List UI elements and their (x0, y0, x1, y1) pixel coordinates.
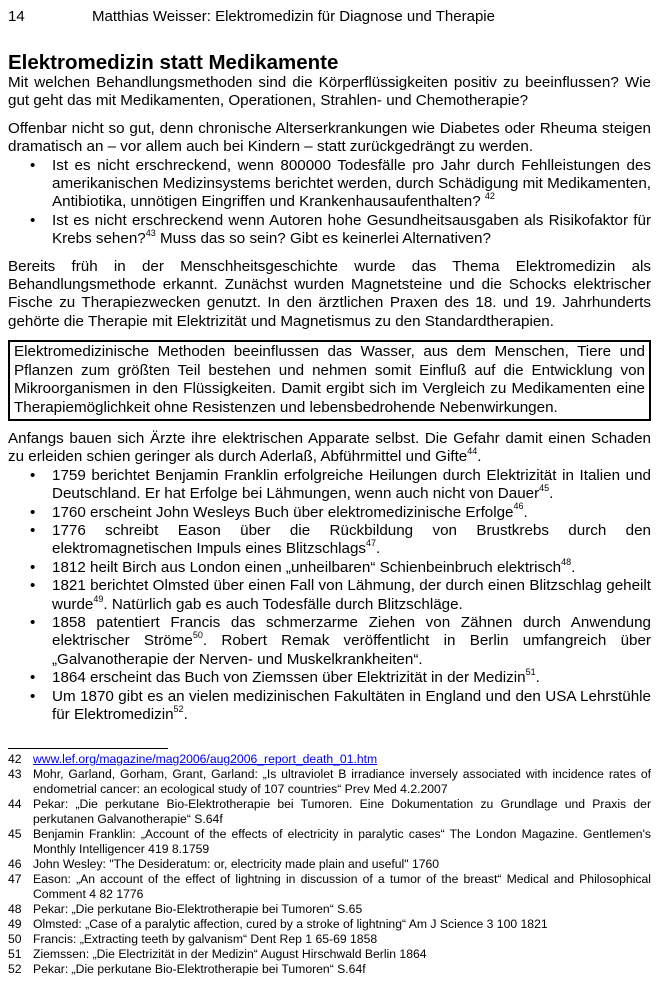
list-item-text-end: . (183, 706, 188, 723)
footnote-number: 48 (8, 902, 22, 916)
footnote-item (8, 827, 651, 857)
bullet-list-2 (8, 467, 651, 725)
footnote-ref[interactable]: 52 (173, 703, 184, 714)
footnote-number: 44 (8, 797, 22, 811)
footnote-number: 52 (8, 962, 22, 976)
footnote-ref[interactable]: 43 (145, 228, 156, 239)
footnote-item (8, 947, 651, 962)
footnotes (8, 752, 651, 977)
footnote-item (8, 752, 651, 767)
list-item (8, 614, 651, 669)
list-item-text-end: Muss das so sein? Gibt es keinerlei Alternativen? (155, 230, 491, 248)
footnote-text: Eason: „An account of the effect of lightning in discussion of a tumor of the breast“ Medical and Philosophical Comment 4 82 1776 (33, 872, 651, 901)
list-item-text-end: . (535, 669, 540, 687)
list-item (8, 501, 651, 522)
list-item-text-end: . Natürlich gab es auch Todesfälle durch Blitzschläge. (103, 595, 463, 613)
list-item-text-end: . (523, 503, 528, 521)
footnote-item (8, 797, 651, 827)
bullet-icon: • (30, 521, 36, 539)
list-item-text-end: . (376, 540, 381, 558)
list-item-text: 1821 berichtet Olmsted über einen Fall von Lähmung, der durch einen Blitzschlag geheilt wurde (52, 577, 651, 613)
list-item-text-end: . (571, 558, 576, 576)
footnote-item (8, 917, 651, 932)
footnote-ref[interactable]: 44 (467, 446, 478, 457)
bullet-icon: • (30, 613, 36, 631)
footnote-number: 51 (8, 947, 22, 961)
footnote-number: 46 (8, 857, 22, 871)
section-title: Elektromedizin statt Medikamente (8, 51, 339, 74)
list-item-text: 1858 patentiert Francis das schmerzarme Ziehen von Zähnen durch Anwendung elektrischer Ströme (52, 613, 651, 650)
paragraph-2: Offenbar nicht so gut, denn chronische Alterserkrankungen wie Diabetes oder Rheuma steigen dramatisch an – vor allem auch bei Kindern – statt zurückgedrängt zu werden. (8, 119, 651, 156)
bullet-icon: • (30, 687, 36, 705)
list-item (8, 556, 651, 577)
list-item (8, 212, 651, 249)
list-item-text: Um 1870 gibt es an vielen medizinischen Fakultäten in England und den USA Lehrstühle für Elektromedizin (52, 687, 651, 723)
footnote-text: Pekar: „Die perkutane Bio-Elektrotherapie bei Tumoren“ S.65 (33, 902, 363, 916)
paragraph-1: Mit welchen Behandlungsmethoden sind die Körperflüssigkeiten positiv zu beeinflussen? Wie gut geht das mit Medikamenten, Operationen, Strahlen- und Chemotherapie? (8, 74, 651, 110)
paragraph-4 (8, 430, 651, 467)
bullet-icon: • (30, 211, 36, 229)
footnote-text: Pekar: „Die perkutane Bio-Elektrotherapie bei Tumoren“ S.64f (33, 962, 366, 976)
body-text (8, 74, 651, 733)
list-item (8, 157, 651, 212)
footnote-ref[interactable]: 47 (366, 538, 377, 549)
bullet-icon: • (30, 466, 36, 484)
footnote-text: Benjamin Franklin: „Account of the effects of electricity in paralytic cases“ The London Magazine. Gentlemen's Monthly Intelligencer 419 8.1759 (33, 827, 651, 856)
bullet-icon: • (30, 558, 36, 576)
list-item-text: Ist es nicht erschreckend, wenn 800000 Todesfälle pro Jahr durch Fehlleistungen des amerikanischen Medizinsystems berichtet werden, durch Schädigung mit Medikamenten, Antibiotika, unnötigen Eingriffen und Krankenhausaufenthalten? (52, 156, 651, 211)
list-item-text: 1776 schreibt Eason über die Rückbildung von Brustkrebs durch den elektromagnetischen Impuls eines Blitzschlags (52, 521, 651, 558)
footnote-item (8, 857, 651, 872)
paragraph-4-text: Anfangs bauen sich Ärzte ihre elektrischen Apparate selbst. Die Gefahr damit einen Schaden zu erleiden schien geringer als durch Aderlaß, Abführmittel und Gifte (8, 429, 651, 466)
bullet-icon: • (30, 669, 36, 687)
list-item-text: 1759 berichtet Benjamin Franklin erfolgreiche Heilungen durch Elektrizität in Italien und Deutschland. Er hat Erfolge bei Lähmungen, wenn auch nicht von Dauer (52, 466, 651, 503)
list-item (8, 688, 651, 725)
list-item-text-end: . (549, 485, 554, 503)
footnote-ref[interactable]: 50 (192, 630, 203, 641)
list-item-text: 1812 heilt Birch aus London einen „unheilbaren“ Schienbeinbruch elektrisch (52, 558, 562, 576)
footnote-number: 45 (8, 827, 22, 841)
bullet-list-1 (8, 157, 651, 249)
list-item (8, 522, 651, 559)
footnote-number: 49 (8, 917, 22, 931)
footnote-text: John Wesley: "The Desideratum: or, electricity made plain and useful" 1760 (33, 857, 440, 871)
running-title: Matthias Weisser: Elektromedizin für Diagnose und Therapie (92, 8, 495, 25)
footnote-number: 50 (8, 932, 22, 946)
footnote-text: Olmsted: „Case of a paralytic affection, cured by a stroke of lightning“ Am J Science 3 100 1821 (33, 917, 548, 931)
footnote-item (8, 902, 651, 917)
footnote-text: Mohr, Garland, Gorham, Grant, Garland: „Is ultraviolet B irradiance inversely associated with incidence rates of endometrial cancer: an ecological study of 107 countries“ Prev Med 4.2.2007 (33, 767, 651, 796)
list-item (8, 669, 651, 687)
list-item (8, 577, 651, 614)
bullet-icon: • (30, 156, 36, 174)
footnote-ref[interactable]: 51 (525, 667, 536, 678)
list-item-text-end: . Robert Remak veröffentlicht in Berlin umfangreich über „Galvanotherapie der Nerven- und Muskelkrankheiten“. (52, 632, 651, 668)
list-item (8, 467, 651, 504)
footnote-item (8, 932, 651, 947)
list-item-text: 1864 erscheint das Buch von Ziemssen über Elektrizität in der Medizin (52, 669, 526, 687)
page-number: 14 (8, 8, 25, 25)
footnote-number: 43 (8, 767, 22, 781)
list-item-text: 1760 erscheint John Wesleys Buch über elektromedizinische Erfolge (52, 503, 514, 521)
footnote-link[interactable]: www.lef.org/magazine/mag2006/aug2006_report_death_01.htm (33, 752, 378, 766)
list-item-text: Ist es nicht erschreckend wenn Autoren hohe Gesundheitsausgaben als Risikofaktor für Krebs sehen? (52, 211, 651, 248)
footnote-number: 42 (8, 752, 22, 766)
footnote-ref[interactable]: 49 (93, 593, 104, 604)
paragraph-4-end: . (477, 448, 482, 466)
footnote-item (8, 872, 651, 902)
footnote-text: Ziemssen: „Die Electrizität in der Medizin“ August Hirschwald Berlin 1864 (33, 947, 427, 961)
footnote-text: Francis: „Extracting teeth by galvanism“ Dent Rep 1 65-69 1858 (33, 932, 378, 946)
footnote-ref[interactable]: 45 (539, 483, 550, 494)
footnote-ref[interactable]: 48 (561, 556, 572, 567)
footnote-ref[interactable]: 46 (513, 501, 524, 512)
footnote-ref[interactable]: 42 (484, 191, 495, 202)
highlight-box: Elektromedizinische Methoden beeinflussen das Wasser, aus dem Menschen, Tiere und Pflanzen zum größten Teil bestehen und nehmen somit Einfluß auf die Entwicklung von Mikroorganismen in den Flüssigkeiten. Damit ergibt sich im Vergleich zu Medikamenten eine Therapiemöglichkeit ohne Resistenzen und lebensbedrohende Nebenwirkungen. (8, 340, 651, 421)
footnote-item (8, 962, 651, 977)
paragraph-3: Bereits früh in der Menschheitsgeschichte wurde das Thema Elektromedizin als Behandlungsmethode erkannt. Zunächst wurden Magnetsteine und die Schocks elektrischer Fische zu Therapiezwecken genutzt. In den ärztlichen Praxen des 18. und 19. Jahrhunderts gehörte die Therapie mit Elektrizität und Magnetismus zu den Standardtherapien. (8, 257, 651, 330)
footnote-item (8, 767, 651, 797)
bullet-icon: • (30, 503, 36, 521)
footnote-separator (8, 748, 168, 749)
footnote-text: Pekar: „Die perkutane Bio-Elektrotherapie bei Tumoren. Eine Dokumentation zu Grundlage und Praxis der perkutanen Galvanotherapie“ S.64f (33, 797, 651, 826)
footnote-number: 47 (8, 872, 22, 886)
bullet-icon: • (30, 577, 36, 595)
